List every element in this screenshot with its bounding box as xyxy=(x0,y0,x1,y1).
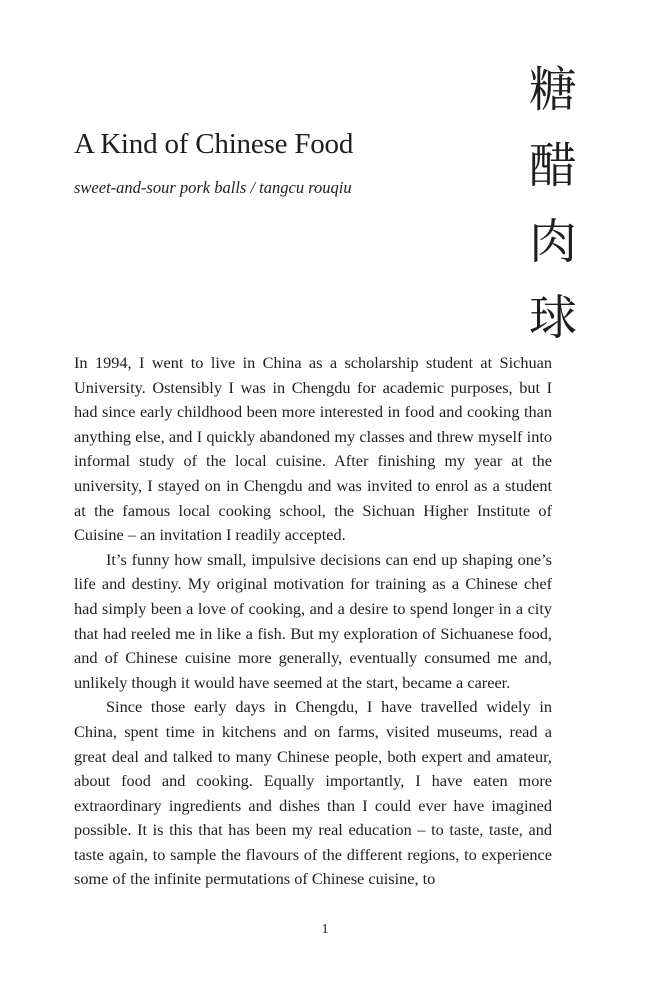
chinese-character-rou: 肉 xyxy=(528,214,577,270)
paragraph-2: It’s funny how small, impulsive decisions can end up shaping one’s life and destiny. My original motivation for training as a Chinese chef had simply been a love of cooking, and a desire to spend longer in a city that had reeled me in like a fish. But my exploration of Sichuanese food, and of Chinese cuisine more generally, eventually consumed me and, unlikely though it would have seemed at the start, became a career. xyxy=(74,549,552,692)
paragraph-1: In 1994, I went to live in China as a scholarship student at Sichuan University. Ostensibly I was in Chengdu for academic purposes, but I had since early childhood been more interested in food and cooking than anything else, and I quickly abandoned my classes and threw myself into informal study of the local cuisine. After finishing my year at the university, I stayed on in Chengdu and was invited to enrol as a student at the famous local cooking school, the Sichuan Higher Institute of Cuisine – an invitation I readily accepted. xyxy=(74,353,552,545)
chapter-subtitle: sweet-and-sour pork balls / tangcu rouqiu xyxy=(74,178,352,197)
chinese-character-cu: 醋 xyxy=(528,138,577,194)
page-number: 1 xyxy=(321,922,329,937)
chinese-character-qiu: 球 xyxy=(528,290,577,346)
chapter-title: A Kind of Chinese Food xyxy=(74,128,354,160)
body-text xyxy=(74,351,552,892)
chinese-dish-name xyxy=(520,52,586,356)
paragraph-3: Since those early days in Chengdu, I have travelled widely in China, spent time in kitchens and on farms, visited museums, read a great deal and talked to many Chinese people, both expert and amateur, about food and cooking. Equally importantly, I have eaten more extraordinary ingredients and dishes than I could ever have imagined possible. It is this that has been my real education – to taste, taste, and taste again, to sample the flavours of the different regions, to experience some of the infinite permutations of Chinese cuisine, to xyxy=(74,697,552,889)
chinese-character-tang: 糖 xyxy=(528,62,577,118)
